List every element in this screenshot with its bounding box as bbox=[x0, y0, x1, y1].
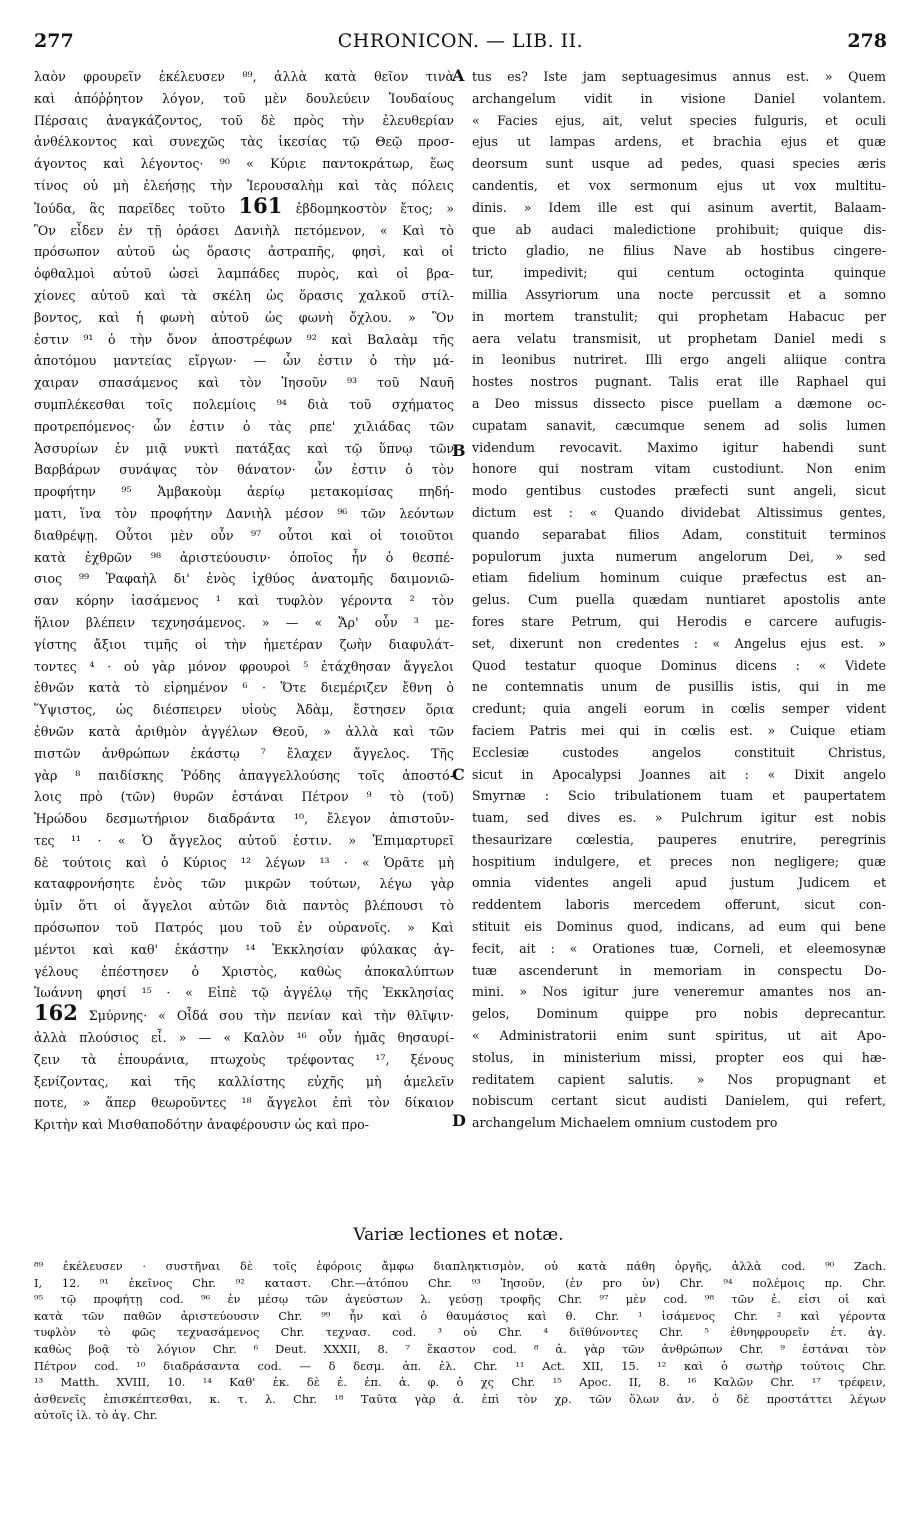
greek-text-line: ποτε, » ἅπερ θεωροῦντες ¹⁸ ἄγγελοι ἐπὶ τὸν δίκαιον bbox=[34, 1095, 454, 1111]
latin-text-line: dinis. » Idem ille est qui asinum avertit, Balaam- bbox=[472, 199, 886, 215]
latin-text-line: « Administratorii enim sunt spiritus, ut ait Apo- bbox=[472, 1028, 886, 1044]
greek-text-line: ζειν τὰ ἐπουράνια, πτωχοὺς τρέφοντας ¹⁷, ξένους bbox=[34, 1051, 454, 1067]
note-line: I, 12. ⁹¹ ἐκεῖνος Chr. ⁹² καταστ. Chr.—ἀτόπου Chr. ⁹³ Ἰησοῦν, (ἐν pro ὑν) Chr. ⁹⁴ πολέμοις πρ. Chr. bbox=[34, 1275, 886, 1290]
latin-text-line: hostes nostros pugnant. Talis erat ille Raphael qui bbox=[472, 374, 886, 390]
latin-text-column bbox=[472, 66, 886, 1226]
latin-text-line: Smyrnæ : Scio tribulationem tuam et paupertatem bbox=[472, 788, 886, 804]
greek-text-line: ἀλλὰ πλούσιος εἶ. » — « Καλὸν ¹⁶ οὖν ἡμᾶς θησαυρί- bbox=[34, 1030, 454, 1046]
running-header bbox=[34, 30, 887, 60]
greek-text-line: πρόσωπον αὐτοῦ ὡς ὅρασις ἀστραπῆς, φησὶ, καὶ οἱ bbox=[34, 244, 454, 260]
latin-text-line: omnia videntes angeli apud justum Judicem et bbox=[472, 875, 886, 891]
latin-text-line: tus es? Iste jam septuagesimus annus est. » Quem bbox=[472, 69, 886, 84]
latin-text-line: gelus. Cum puella quædam nuntiaret apostolis ante bbox=[472, 592, 886, 608]
greek-text-line: άγοντος καὶ λέγοντος· ⁹⁰ « Κύριε παντοκράτωρ, ἕως bbox=[34, 156, 454, 172]
latin-text-line: reddentem laboris mercedem offerunt, sicut con- bbox=[472, 897, 886, 913]
greek-text-line: προφήτην ⁹⁵ Ἀμβακοὺμ ἀερίῳ μετακομίσας πηδή- bbox=[34, 484, 454, 500]
greek-text-line: γὰρ ⁸ παιδίσκης Ῥόδης ἀπαγγελλούσης τοῖς ἀποστό- bbox=[34, 767, 454, 783]
latin-text-line: fecit, ait : « Orationes tuæ, Corneli, et eleemosynæ bbox=[472, 940, 886, 956]
note-line: καθὼς βοᾷ τὸ λόγιον Chr. ⁶ Deut. XXXII, 8. ⁷ ἕκαστον cod. ⁸ ἀ. γὰρ τῶν ἀνθρώπων Chr. ⁹ ἑστάναι τὸν bbox=[34, 1341, 886, 1356]
greek-text-line: Ὃν εἶδεν ἐν τῇ ὁράσει Δανιὴλ πετόμενον, « Καὶ τὸ bbox=[34, 222, 454, 238]
greek-text-line: τίνος οὐ μὴ ἐλεήσῃς τὴν Ἱερουσαλὴμ καὶ τὰς πόλεις bbox=[34, 177, 454, 193]
latin-text-line: populorum juxta numerum angelorum Dei, » sed bbox=[472, 548, 886, 564]
latin-text-line: in leonibus nutriret. Illi ergo angeli aliique contra bbox=[472, 352, 886, 368]
latin-text-line: aera velatu transmisit, ut prophetam Daniel medi s bbox=[472, 330, 886, 346]
greek-text-line: Ἡρώδου δεσμωτήριον διαδράντα ¹⁰, ἔλεγον ἀπιστοῦν- bbox=[34, 811, 454, 827]
latin-text-line: stolus, in ministerium missi, propter eos qui hæ- bbox=[472, 1049, 886, 1065]
latin-text-line: millia Assyriorum una nocte percussit et a somno bbox=[472, 286, 886, 302]
note-line: ¹³ Matth. XVIII, 10. ¹⁴ Καθ' ἑκ. δὲ ἐ. ἐπ. ἀ. φ. ὁ χς Chr. ¹⁵ Apoc. II, 8. ¹⁶ Καλῶν Chr. ¹⁷ τρέφειν, bbox=[34, 1375, 886, 1390]
greek-text-line: γίστης ἄξιοι τιμῆς οἱ τὴν ἡμετέραν ζωὴν διαφυλάτ- bbox=[34, 636, 454, 652]
greek-text-column bbox=[34, 66, 454, 1226]
latin-text-line: archangelum vidit in visione Daniel volantem. bbox=[472, 90, 886, 106]
greek-text-line: Ἀσσυρίων ἐν μιᾷ νυκτὶ πατάξας καὶ τῷ ὕπνῳ τῶν bbox=[34, 440, 454, 456]
latin-text-line: sicut in Apocalypsi Joannes ait : « Dixit angelo bbox=[472, 766, 886, 782]
greek-text-line: κατὰ ἐχθρῶν ⁹⁸ ἀριστεύουσιν· ὁποῖος ἦν ὁ θεσπέ- bbox=[34, 549, 454, 565]
greek-text-line: συμπλέκεσθαι τοῖς πολεμίοις ⁹⁴ διὰ τοῦ σχήματος bbox=[34, 396, 454, 412]
latin-text-line: archangelum Michaelem omnium custodem pro bbox=[472, 1115, 778, 1131]
latin-text-line: honore qui nostram vitam custodiunt. Non enim bbox=[472, 461, 886, 477]
latin-text-line: quando separabat filios Adam, constituit terminos bbox=[472, 526, 886, 542]
note-line: κατὰ τῶν παθῶν ἀριστεύουσιν Chr. ⁹⁹ ἦν καὶ ὁ θαυμάσιος καὶ θ. Chr. ¹ ἰσάμενος Chr. ² καὶ γέροντα bbox=[34, 1308, 886, 1323]
latin-text-line: a Deo missus dissecto pisce puellam a dæmone oc- bbox=[472, 395, 886, 411]
latin-text-line: faciem Patris mei qui in cœlis est. » Cuique etiam bbox=[472, 722, 886, 738]
greek-text-line: Βαρβάρων συνάψας τὸν θάνατον· ὧν ἐστιν ὁ τὸν bbox=[34, 462, 454, 478]
greek-text-line: ξενίζοντας, καὶ τῆς καλλίστης εὐχῆς μὴ ἀμελεῖν bbox=[34, 1073, 454, 1089]
latin-text-line: in mortem transtulit; qui prophetam Habacuc per bbox=[472, 308, 886, 324]
greek-text-line: 162 Σμύρνης· « Οἶδά σου τὴν πενίαν καὶ τὴν θλῖψιν· bbox=[34, 1004, 454, 1026]
note-line: ἀσθενεῖς ἐπισκέπτεσθαι, κ. τ. λ. Chr. ¹⁸ Ταῦτα γὰρ ἀ. ἐπὶ τὸν χρ. τῶν ὅλων ἀν. ὁ δὲ προστάττει λέγων bbox=[34, 1391, 886, 1406]
greek-text-line: μέντοι καὶ καθ' ἑκάστην ¹⁴ Ἐκκλησίαν φύλακας ἀγ- bbox=[34, 941, 454, 957]
greek-text-line: χίονες αὐτοῦ καὶ τὰ σκέλη ὡς ὅρασις χαλκοῦ στίλ- bbox=[34, 287, 454, 303]
note-line: αὐτοῖς ἱλ. τὸ ἀγ. Chr. bbox=[34, 1408, 158, 1423]
latin-text-line: fores stare Petrum, qui Herodis e carcere aufugis- bbox=[472, 613, 886, 629]
greek-text-line: τοντες ⁴ · οὐ γὰρ μόνον φρουροὶ ⁵ ἐτάχθησαν ἄγγελοι bbox=[34, 658, 454, 674]
greek-text-line: ἐστιν ⁹¹ ὁ τὴν ὄνον ἀποστρέφων ⁹² καὶ Βαλαὰμ τῆς bbox=[34, 331, 454, 347]
left-page-number: 277 bbox=[34, 30, 74, 52]
greek-text-line: καὶ ἀπόῤῥητον λόγον, τοῦ μὲν δουλεύειν Ἰουδαίους bbox=[34, 90, 454, 106]
latin-text-line: cupatam sanavit, cæcumque senem ad solis lumen bbox=[472, 417, 886, 433]
latin-text-line: modo gentibus custodes præfecti sunt angeli, sicut bbox=[472, 483, 886, 499]
inline-page-number: 161 bbox=[238, 196, 283, 218]
latin-text-line: « Facies ejus, ait, velut species fulguris, et oculi bbox=[472, 112, 886, 128]
greek-text-line: σιος ⁹⁹ Ῥαφαὴλ δι' ἑνὸς ἰχθύος ἀνατομῆς δαιμονιῶ- bbox=[34, 571, 454, 587]
margin-letter-a: A bbox=[452, 66, 465, 85]
latin-text-line: videndum revocavit. Maximo igitur habendi sunt bbox=[472, 439, 886, 455]
note-line: Πέτρον cod. ¹⁰ διαδράσαντα cod. — δ δεσμ. ἀπ. ἐλ. Chr. ¹¹ Act. XII, 15. ¹² καὶ ὁ σωτὴρ τούτοις Chr. bbox=[34, 1358, 886, 1373]
greek-text-line: λοις πρὸ (τῶν) θυρῶν ἑστάναι Πέτρον ⁹ τὸ (τοῦ) bbox=[34, 789, 454, 805]
greek-text-line: ἐθνῶν κατὰ ἀριθμὸν ἀγγέλων Θεοῦ, » ἀλλὰ καὶ τῶν bbox=[34, 723, 454, 739]
greek-text-line: Κριτὴν καὶ Μισθαποδότην ἀναφέρουσιν ὡς καὶ προ- bbox=[34, 1117, 369, 1133]
greek-text-line: Ὕψιστος, ὡς διέσπειρεν υἱοὺς Ἀδὰμ, ἔστησεν ὅρια bbox=[34, 702, 454, 718]
margin-letter-c: C bbox=[452, 765, 465, 784]
latin-text-line: ejus ut lampas ardens, et brachia ejus et quæ bbox=[472, 134, 886, 150]
latin-text-line: set, dixerunt non credentes : « Angelus ejus est. » bbox=[472, 635, 886, 651]
greek-text-line: πιστῶν ἀνθρώπων ἑκάστῳ ⁷ ἔλαχεν ἄγγελος. Τῆς bbox=[34, 745, 454, 761]
greek-text-line: ματι, ἵνα τὸν προφήτην Δανιὴλ μέσον ⁹⁶ τῶν λεόντων bbox=[34, 505, 454, 521]
greek-text-line: δὲ τούτοις καὶ ὁ Κύριος ¹² λέγων ¹³ · « Ὁρᾶτε μὴ bbox=[34, 854, 454, 870]
greek-text-line: διαθρέψῃ. Οὗτοι μὲν οὖν ⁹⁷ οὗτοι καὶ οἱ τοιοῦτοι bbox=[34, 527, 454, 543]
notes-heading: Variæ lectiones et notæ. bbox=[353, 1225, 564, 1245]
greek-text-line: λαὸν φρουρεῖν ἐκέλευσεν ⁸⁹, ἀλλὰ κατὰ θεῖον τινὰ bbox=[34, 69, 454, 84]
latin-text-line: candentis, et vox sermonum ejus ut vox multitu- bbox=[472, 177, 886, 193]
right-page-number: 278 bbox=[847, 30, 887, 52]
greek-text-line: ἐθνῶν κατὰ τὸ εἰρημένον ⁶ · Ὅτε διεμέριζεν ἔθνη ὁ bbox=[34, 680, 454, 696]
latin-text-line: Ecclesiæ custodes angelos constituit Christus, bbox=[472, 744, 886, 760]
greek-text-line: Ἰωάννη φησί ¹⁵ · « Εἰπὲ τῷ ἀγγέλῳ τῆς Ἐκκλησίας bbox=[34, 985, 454, 1001]
note-line: ⁹⁵ τῷ προφήτῃ cod. ⁹⁶ ἐν μέσῳ τῶν ἀγεύστων λ. γεύσῃ τροφῆς Chr. ⁹⁷ μὲν cod. ⁹⁸ τῶν ἐ. εἰσι οἱ καὶ bbox=[34, 1292, 886, 1307]
greek-text-line: ἀνθέλκοντος καὶ συνεχῶς τὰς ἱκεσίας τῷ Θεῷ προσ- bbox=[34, 134, 454, 150]
note-line: τυφλὸν τὸ φῶς τεχνασάμενος Chr. τεχνασ. cod. ³ οὐ Chr. ⁴ διϊθύνοντες Chr. ⁵ ἐθνηφρουρεῖν ἐτ. ἀγ. bbox=[34, 1325, 886, 1340]
greek-text-line: ἀποτόμου μαντείας εἴργων· — ὧν ἐστιν ὁ τὴν μά- bbox=[34, 353, 454, 369]
latin-text-line: Quod testatur quoque Dominus dicens : « Videte bbox=[472, 657, 886, 673]
greek-text-line: ὀφθαλμοὶ αὐτοῦ ὡσεὶ λαμπάδες πυρὸς, καὶ οἱ βρα- bbox=[34, 266, 454, 282]
latin-text-line: tur, impedivit; qui centum octoginta quinque bbox=[472, 265, 886, 281]
latin-text-line: hospitium indulgere, et preces non negligere; quæ bbox=[472, 853, 886, 869]
greek-text-line: καταφρονήσητε ἑνὸς τῶν μικρῶν τούτων, λέγω γὰρ bbox=[34, 876, 454, 892]
latin-text-line: tricto gladio, ne filius Nave ab hostibus cingere- bbox=[472, 243, 886, 259]
latin-text-line: stituit eis Dominus quod, indicans, ad eum qui bene bbox=[472, 919, 886, 935]
greek-text-line: ἥλιον βλέπειν τεχνησάμενος. » — « Ἄρ' οὖν ³ με- bbox=[34, 614, 454, 630]
latin-text-line: thesaurizare cœlestia, pauperes enutrire, peregrinis bbox=[472, 831, 886, 847]
latin-text-line: deorsum sunt usque ad pedes, quasi species æris bbox=[472, 156, 886, 172]
latin-text-line: nobiscum certant sicut audisti Danielem, qui refert, bbox=[472, 1093, 886, 1109]
greek-text-line: προτρεπόμενος· ὧν ἐστιν ὁ τὰς ρπε' χιλιάδας τῶν bbox=[34, 418, 454, 434]
inline-page-number: 162 bbox=[34, 1004, 78, 1026]
margin-letter-b: B bbox=[452, 441, 466, 460]
latin-text-line: ne contemnatis unum de pusillis istis, qui in me bbox=[472, 679, 886, 695]
greek-text-line: ὑμῖν ὅτι οἱ ἄγγελοι αὐτῶν διὰ παντὸς βλέπουσι τὸ bbox=[34, 898, 454, 914]
greek-text-line: χαιραν σπασάμενος καὶ τὸν Ἰησοῦν ⁹³ τοῦ Ναυῆ bbox=[34, 375, 454, 391]
greek-text-line: Πέρσαις ἀναγκάζοντος, τοῦ δὲ πρὸς τὴν ἐλευθερίαν bbox=[34, 112, 454, 128]
greek-text-line: Ἰούδα, ἃς παρεῖδες τοῦτο 161 ἑβδομηκοστὸν ἔτος; » bbox=[34, 196, 454, 218]
variant-readings-notes bbox=[34, 1258, 886, 1424]
latin-text-line: etiam fidelium hominum cuique præfectus est an- bbox=[472, 570, 886, 586]
latin-text-line: tuæ ascenderunt in memoriam in conspectu Do- bbox=[472, 962, 886, 978]
note-line: ⁸⁹ ἐκέλευσεν · συστῆναι δὲ τοῖς ἐφόροις ἄμφω διαπληκτισμὸν, οὐ κατὰ πάθη ὀργῆς, ἀλλὰ cod. ⁹⁰ Zach. bbox=[34, 1259, 886, 1273]
greek-text-line: τες ¹¹ · « Ὁ ἄγγελος αὐτοῦ ἐστιν. » Ἐπιμαρτυρεῖ bbox=[34, 832, 454, 848]
greek-text-line: πρόσωπον τοῦ Πατρός μου τοῦ ἐν οὐρανοῖς. » Καὶ bbox=[34, 920, 454, 936]
latin-text-line: que ab audaci maledictione prohibuit; quique dis- bbox=[472, 221, 886, 237]
latin-text-line: credunt; quia angeli eorum in cœlis semper vident bbox=[472, 701, 886, 717]
greek-text-line: σαν κόρην ἰασάμενος ¹ καὶ τυφλὸν γέροντα ² τὸν bbox=[34, 593, 454, 609]
running-title: CHRONICON. — LIB. II. bbox=[337, 30, 584, 52]
latin-text-line: dictum est : « Quando dividebat Altissimus gentes, bbox=[472, 504, 886, 520]
greek-text-line: βοντος, καὶ ἡ φωνὴ αὐτοῦ ὡς φωνὴ ὄχλου. » Ὃν bbox=[34, 309, 454, 325]
latin-text-line: reditatem capient salutis. » Nos propugnant et bbox=[472, 1071, 886, 1087]
margin-letter-d: D bbox=[452, 1111, 466, 1130]
latin-text-line: gelos, Dominum quippe pro nobis deprecantur. bbox=[472, 1006, 886, 1022]
latin-text-line: mini. » Nos igitur jure veneremur amantes nos an- bbox=[472, 984, 886, 1000]
latin-text-line: tuam, sed dives es. » Pulchrum igitur est nobis bbox=[472, 810, 886, 826]
greek-text-line: γέλους ἐπέστησεν ὁ Χριστὸς, καθὼς ἀποκαλύπτων bbox=[34, 963, 454, 979]
